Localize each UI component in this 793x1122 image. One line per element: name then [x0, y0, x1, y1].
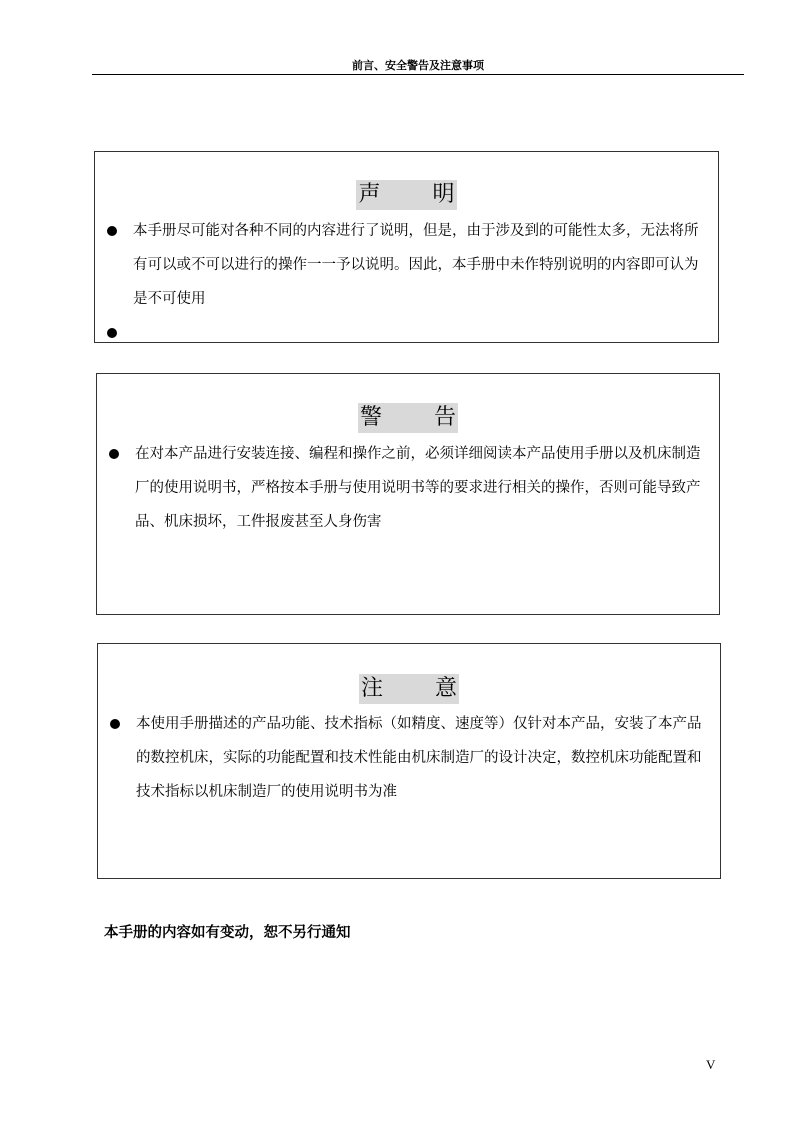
header-divider [92, 74, 744, 75]
declaration-title [95, 180, 718, 210]
warning-title [97, 403, 719, 433]
declaration-title-left: 声 [356, 180, 382, 210]
declaration-box [94, 151, 719, 343]
notice-title-left: 注 [359, 674, 385, 704]
title-gap [385, 674, 433, 704]
notice-box [97, 643, 721, 879]
declaration-title-right: 明 [431, 180, 457, 210]
page-header-title: 前言、安全警告及注意事项 [352, 59, 484, 72]
bullet-dot-icon [107, 328, 117, 338]
footer-note: 本手册的内容如有变动，恕不另行通知 [104, 925, 351, 941]
declaration-item-text: 本手册尽可能对各种不同的内容进行了说明，但是，由于涉及到的可能性太多，无法将所有可以或不可以进行的操作一一予以说明。因此，本手册中未作特别说明的内容即可认为是不可使用 [133, 223, 699, 307]
page-number: V [706, 1057, 716, 1072]
warning-item [109, 437, 711, 539]
notice-title-right: 意 [433, 674, 459, 704]
warning-item-text: 在对本产品进行安装连接、编程和操作之前，必须详细阅读本产品使用手册以及机床制造厂的使用说明书，严格按本手册与使用说明书等的要求进行相关的操作，否则可能导致产品、机床损坏，工件报废甚至人身伤害 [135, 446, 701, 530]
notice-item-text: 本使用手册描述的产品功能、技术指标（如精度、速度等）仅针对本产品，安装了本产品的数控机床，实际的功能配置和技术性能由机床制造厂的设计决定，数控机床功能配置和技术指标以机床制造厂的使用说明书为准 [136, 716, 702, 800]
title-gap [383, 180, 431, 210]
bullet-dot-icon [109, 449, 119, 459]
warning-title-right: 告 [432, 403, 458, 433]
bullet-dot-icon [107, 226, 117, 236]
notice-title [98, 674, 720, 704]
notice-item [110, 707, 712, 809]
warning-title-left: 警 [358, 403, 384, 433]
bullet-dot-icon [110, 719, 120, 729]
warning-box [96, 373, 720, 615]
title-gap [384, 403, 432, 433]
declaration-item [107, 214, 710, 316]
